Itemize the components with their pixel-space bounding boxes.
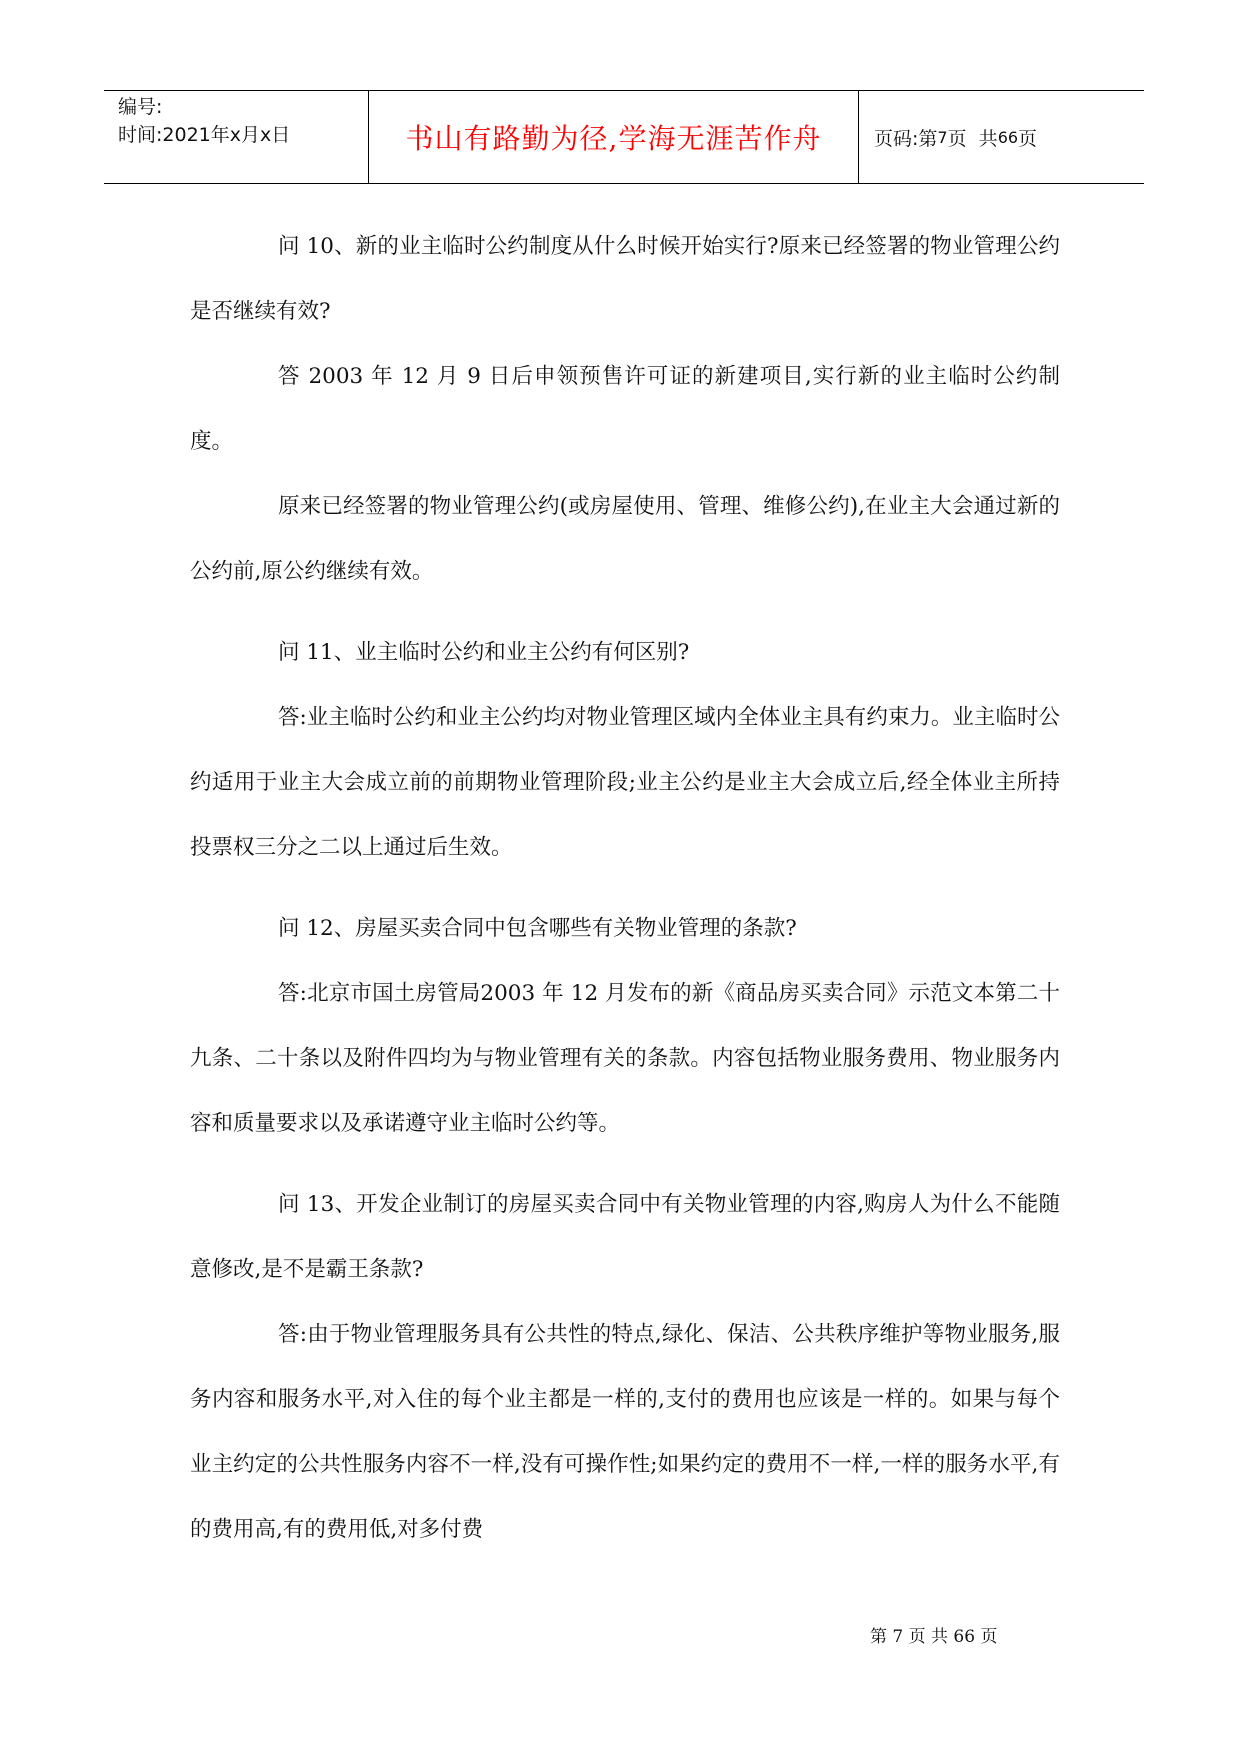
document-number: 编号:	[118, 96, 163, 118]
paragraph: 答:北京市国土房管局2003 年 12 月发布的新《商品房买卖合同》示范文本第二十九条、二十条以及附件四均为与物业管理有关的条款。内容包括物业服务费用、物业服务内容和质量要求以及承诺遵守业主临时公约等。	[190, 981, 1060, 1136]
page-mid: 页 共	[947, 127, 998, 150]
header-divider-right	[858, 91, 859, 183]
page-current: 7	[937, 127, 948, 147]
paragraph: 答:业主临时公约和业主公约均对物业管理区域内全体业主具有约束力。业主临时公约适用于业主大会成立前的前期物业管理阶段;业主公约是业主大会成立后,经全体业主所持投票权三分之二以上通过后生效。	[190, 705, 1060, 860]
document-body	[190, 214, 1060, 1562]
paragraph: 问 13、开发企业制订的房屋买卖合同中有关物业管理的内容,购房人为什么不能随意修改,是不是霸王条款?	[190, 1192, 1060, 1282]
paragraph: 答 2003 年 12 月 9 日后申领预售许可证的新建项目,实行新的业主临时公约制度。	[190, 364, 1060, 454]
document-time: 时间:2021年x月x日	[118, 124, 291, 146]
page-suffix: 页	[1018, 127, 1038, 150]
page-footer: 第 7 页 共 66 页	[870, 1627, 998, 1647]
paragraph: 问 10、新的业主临时公约制度从什么时候开始实行?原来已经签署的物业管理公约是否继续有效?	[190, 234, 1060, 324]
paragraph: 问 11、业主临时公约和业主公约有何区别?	[278, 640, 690, 665]
page-total: 66	[997, 127, 1019, 147]
header-page-number	[874, 91, 1037, 183]
paragraph: 问 12、房屋买卖合同中包含哪些有关物业管理的条款?	[278, 916, 797, 941]
page-header	[104, 90, 1144, 184]
page-prefix: 页码:第	[874, 127, 938, 150]
header-motto: 书山有路勤为径,学海无涯苦作舟	[405, 122, 822, 155]
paragraph: 答:由于物业管理服务具有公共性的特点,绿化、保洁、公共秩序维护等物业服务,服务内容和服务水平,对入住的每个业主都是一样的,支付的费用也应该是一样的。如果与每个业主约定的公共性服务内容不一样,没有可操作性;如果约定的费用不一样,一样的服务水平,有的费用高,有的费用低,对多付费	[190, 1322, 1060, 1542]
header-meta	[118, 93, 368, 149]
paragraph: 原来已经签署的物业管理公约(或房屋使用、管理、维修公约),在业主大会通过新的公约前,原公约继续有效。	[190, 494, 1060, 584]
